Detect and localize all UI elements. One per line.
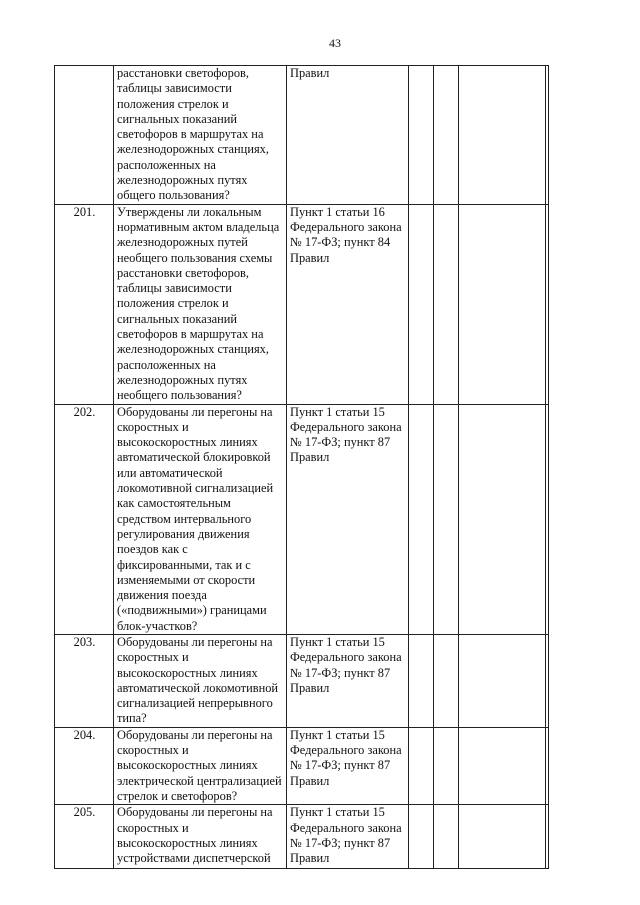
requirement-text: Оборудованы ли перегоны на скоростных и высокоскоростных линиях устройствами диспетчерской [114,805,287,869]
notes-cell [459,634,546,727]
row-number [55,66,114,205]
table-row [55,727,549,804]
legal-basis: Пункт 1 статьи 16 Федерального закона № 17-ФЗ; пункт 84 Правил [287,204,409,404]
answer-cell-yes [409,404,434,634]
notes-cell [459,66,546,205]
answer-cell-yes [409,66,434,205]
legal-basis: Правил [287,66,409,205]
notes-cell [459,805,546,869]
row-number: 201. [55,204,114,404]
answer-cell-yes [409,204,434,404]
row-number: 204. [55,727,114,804]
answer-cell-no [434,204,459,404]
answer-cell-no [434,404,459,634]
answer-cell-yes [409,805,434,869]
legal-basis: Пункт 1 статьи 15 Федерального закона № 17-ФЗ; пункт 87 Правил [287,727,409,804]
table-row [55,805,549,869]
notes-cell [459,404,546,634]
row-number: 203. [55,634,114,727]
extra-cell [546,805,549,869]
answer-cell-yes [409,727,434,804]
answer-cell-no [434,805,459,869]
extra-cell [546,204,549,404]
checklist-table [54,65,549,869]
answer-cell-yes [409,634,434,727]
table-row [55,204,549,404]
requirement-text: Оборудованы ли перегоны на скоростных и высокоскоростных линиях автоматической локомотивной сигнализацией непрерывного типа? [114,634,287,727]
legal-basis: Пункт 1 статьи 15 Федерального закона № 17-ФЗ; пункт 87 Правил [287,805,409,869]
notes-cell [459,204,546,404]
answer-cell-no [434,727,459,804]
row-number: 205. [55,805,114,869]
extra-cell [546,66,549,205]
page-number: 43 [329,36,341,50]
table-row [55,634,549,727]
notes-cell [459,727,546,804]
answer-cell-no [434,66,459,205]
requirement-text: Оборудованы ли перегоны на скоростных и высокоскоростных линиях электрической централизацией стрелок и светофоров? [114,727,287,804]
legal-basis: Пункт 1 статьи 15 Федерального закона № 17-ФЗ; пункт 87 Правил [287,404,409,634]
requirement-text: расстановки светофоров, таблицы зависимости положения стрелок и сигнальных показаний светофоров в маршрутах на железнодорожных станциях, расположенных на железнодорожных путях общего пользования? [114,66,287,205]
answer-cell-no [434,634,459,727]
extra-cell [546,404,549,634]
extra-cell [546,634,549,727]
table-row [55,404,549,634]
legal-basis: Пункт 1 статьи 15 Федерального закона № 17-ФЗ; пункт 87 Правил [287,634,409,727]
extra-cell [546,727,549,804]
requirement-text: Утверждены ли локальным нормативным актом владельца железнодорожных путей необщего пользования схемы расстановки светофоров, таблицы зависимости положения стрелок и сигнальных показаний светофоров в маршрутах на железнодорожных станциях, расположенных на железнодорожных путях необщего пользования? [114,204,287,404]
row-number: 202. [55,404,114,634]
table-row [55,66,549,205]
requirement-text: Оборудованы ли перегоны на скоростных и высокоскоростных линиях автоматической блокировкой или автоматической локомотивной сигнализацией как самостоятельным средством интервального регулирования движения поездов как с фиксированными, так и с изменяемыми от скорости движения поезда («подвижными») границами блок-участков? [114,404,287,634]
